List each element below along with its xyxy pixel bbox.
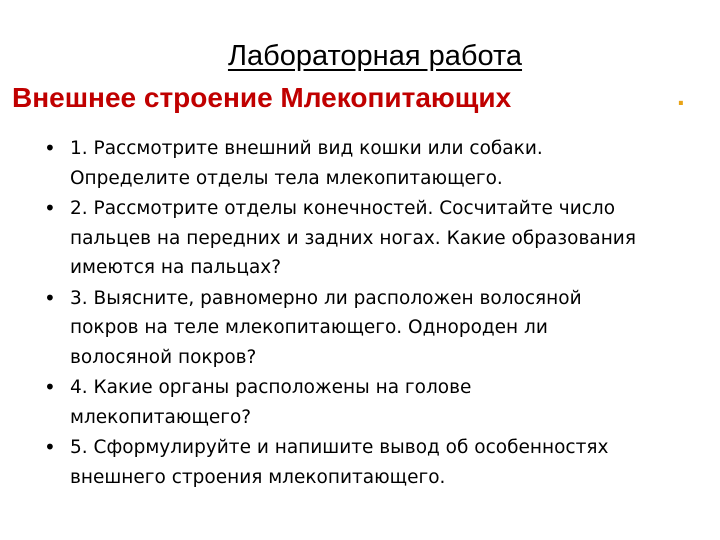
bullet-icon: • [44,196,56,220]
list-item [44,433,684,492]
list-item [44,134,684,193]
list-item [44,194,684,283]
bullet-icon: • [44,435,56,459]
bullet-icon: • [44,136,56,160]
bullet-icon: • [44,375,56,399]
list-item-text: 1. Рассмотрите внешний вид кошки или собаки. Определите отделы тела млекопитающего. [70,138,543,189]
list-item [44,284,684,373]
list-item-text: 2. Рассмотрите отделы конечностей. Сосчитайте число пальцев на передних и задних ногах. Какие образования имеются на пальцах? [70,198,636,278]
list-item-text: 4. Какие органы расположены на голове млекопитающего? [70,377,472,428]
task-list [44,134,684,493]
bullet-icon: • [44,285,56,310]
list-item [44,373,684,432]
slide-title [0,38,720,113]
title-lab-work: Лабораторная работа [227,40,523,72]
title-decorative-dot: . [677,80,685,111]
list-item-text: 5. Сформулируйте и напишите вывод об особенностях внешнего строения млекопитающего. [70,437,609,488]
title-topic: Внешнее строение Млекопитающих [12,82,512,113]
list-item-text: 3. Выясните, равномерно ли расположен волосяной покров на теле млекопитающего. Однороден ли волосяной покров? [70,287,582,368]
